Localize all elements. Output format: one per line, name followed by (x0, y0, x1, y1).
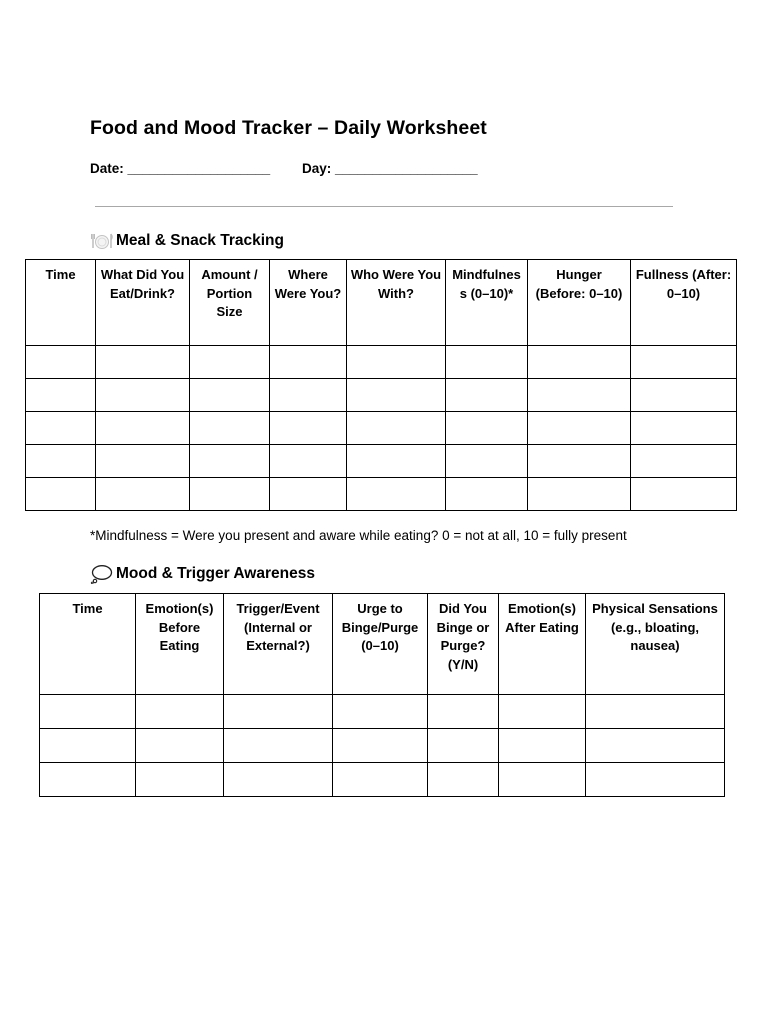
mood-section-title: Mood & Trigger Awareness (116, 565, 315, 582)
table-cell[interactable] (499, 763, 586, 797)
table-cell[interactable] (96, 346, 190, 379)
table-cell[interactable] (190, 346, 270, 379)
table-cell[interactable] (136, 729, 224, 763)
table-cell[interactable] (26, 412, 96, 445)
mood-col-binge-purge: Did You Binge or Purge? (Y/N) (428, 594, 499, 695)
table-row (26, 346, 737, 379)
meal-col-food: What Did You Eat/Drink? (96, 260, 190, 346)
table-cell[interactable] (40, 729, 136, 763)
mood-table-header-row (40, 594, 725, 695)
table-cell[interactable] (190, 445, 270, 478)
table-cell[interactable] (586, 763, 725, 797)
table-cell[interactable] (26, 346, 96, 379)
mood-table-body (40, 695, 725, 797)
table-row (40, 695, 725, 729)
table-cell[interactable] (528, 379, 631, 412)
table-cell[interactable] (40, 695, 136, 729)
meal-table-header-row (26, 260, 737, 346)
mood-col-urge: Urge to Binge/Purge (0–10) (333, 594, 428, 695)
meal-col-who: Who Were You With? (347, 260, 446, 346)
table-cell[interactable] (40, 763, 136, 797)
table-cell[interactable] (96, 478, 190, 511)
table-cell[interactable] (26, 379, 96, 412)
table-cell[interactable] (347, 445, 446, 478)
table-row (40, 763, 725, 797)
meal-table-body (26, 346, 737, 511)
thought-bubble-icon (90, 564, 114, 584)
divider (95, 206, 673, 207)
meal-col-hunger: Hunger (Before: 0–10) (528, 260, 631, 346)
meal-col-amount: Amount / Portion Size (190, 260, 270, 346)
table-cell[interactable] (347, 379, 446, 412)
table-cell[interactable] (528, 478, 631, 511)
mood-col-emotion-after: Emotion(s) After Eating (499, 594, 586, 695)
table-cell[interactable] (270, 478, 347, 511)
table-cell[interactable] (26, 478, 96, 511)
meal-col-mindfulness: Mindfulness (0–10)* (446, 260, 528, 346)
mood-col-emotion-before: Emotion(s) Before Eating (136, 594, 224, 695)
table-cell[interactable] (446, 478, 528, 511)
table-row (26, 379, 737, 412)
table-row (26, 412, 737, 445)
day-field[interactable]: Day: ___________________ (302, 161, 478, 176)
table-cell[interactable] (446, 412, 528, 445)
table-cell[interactable] (428, 729, 499, 763)
table-cell[interactable] (224, 763, 333, 797)
worksheet-title: Food and Mood Tracker – Daily Worksheet (90, 117, 487, 139)
table-cell[interactable] (347, 346, 446, 379)
mood-col-physical: Physical Sensations (e.g., bloating, nausea) (586, 594, 725, 695)
table-cell[interactable] (270, 412, 347, 445)
date-field[interactable]: Date: ___________________ (90, 161, 271, 176)
table-cell[interactable] (190, 478, 270, 511)
table-cell[interactable] (136, 763, 224, 797)
table-cell[interactable] (190, 412, 270, 445)
table-cell[interactable] (631, 445, 737, 478)
table-cell[interactable] (499, 695, 586, 729)
meal-col-fullness: Fullness (After: 0–10) (631, 260, 737, 346)
meal-section-heading (90, 231, 284, 251)
table-cell[interactable] (96, 412, 190, 445)
meal-col-time: Time (26, 260, 96, 346)
table-row (40, 729, 725, 763)
table-cell[interactable] (528, 346, 631, 379)
table-cell[interactable] (96, 379, 190, 412)
table-cell[interactable] (333, 763, 428, 797)
table-cell[interactable] (26, 445, 96, 478)
table-cell[interactable] (446, 346, 528, 379)
table-cell[interactable] (224, 729, 333, 763)
meal-tracking-table (25, 259, 737, 511)
table-cell[interactable] (333, 695, 428, 729)
table-cell[interactable] (224, 695, 333, 729)
mood-col-time: Time (40, 594, 136, 695)
table-cell[interactable] (586, 695, 725, 729)
table-cell[interactable] (446, 445, 528, 478)
table-cell[interactable] (270, 346, 347, 379)
plate-cutlery-icon (90, 231, 114, 251)
table-cell[interactable] (136, 695, 224, 729)
table-cell[interactable] (631, 346, 737, 379)
meal-col-where: Where Were You? (270, 260, 347, 346)
table-row (26, 445, 737, 478)
table-cell[interactable] (190, 379, 270, 412)
table-cell[interactable] (499, 729, 586, 763)
meal-section-title: Meal & Snack Tracking (116, 232, 284, 249)
table-cell[interactable] (428, 695, 499, 729)
table-cell[interactable] (270, 445, 347, 478)
table-cell[interactable] (631, 412, 737, 445)
table-cell[interactable] (96, 445, 190, 478)
table-row (26, 478, 737, 511)
table-cell[interactable] (446, 379, 528, 412)
table-cell[interactable] (631, 478, 737, 511)
mood-section-heading (90, 564, 315, 584)
table-cell[interactable] (586, 729, 725, 763)
mood-trigger-table (39, 593, 725, 797)
table-cell[interactable] (631, 379, 737, 412)
mindfulness-footnote: *Mindfulness = Were you present and aware while eating? 0 = not at all, 10 = fully present (90, 528, 627, 543)
table-cell[interactable] (528, 445, 631, 478)
table-cell[interactable] (333, 729, 428, 763)
mood-col-trigger: Trigger/Event (Internal or External?) (224, 594, 333, 695)
table-cell[interactable] (528, 412, 631, 445)
table-cell[interactable] (270, 379, 347, 412)
table-cell[interactable] (428, 763, 499, 797)
table-cell[interactable] (347, 478, 446, 511)
table-cell[interactable] (347, 412, 446, 445)
